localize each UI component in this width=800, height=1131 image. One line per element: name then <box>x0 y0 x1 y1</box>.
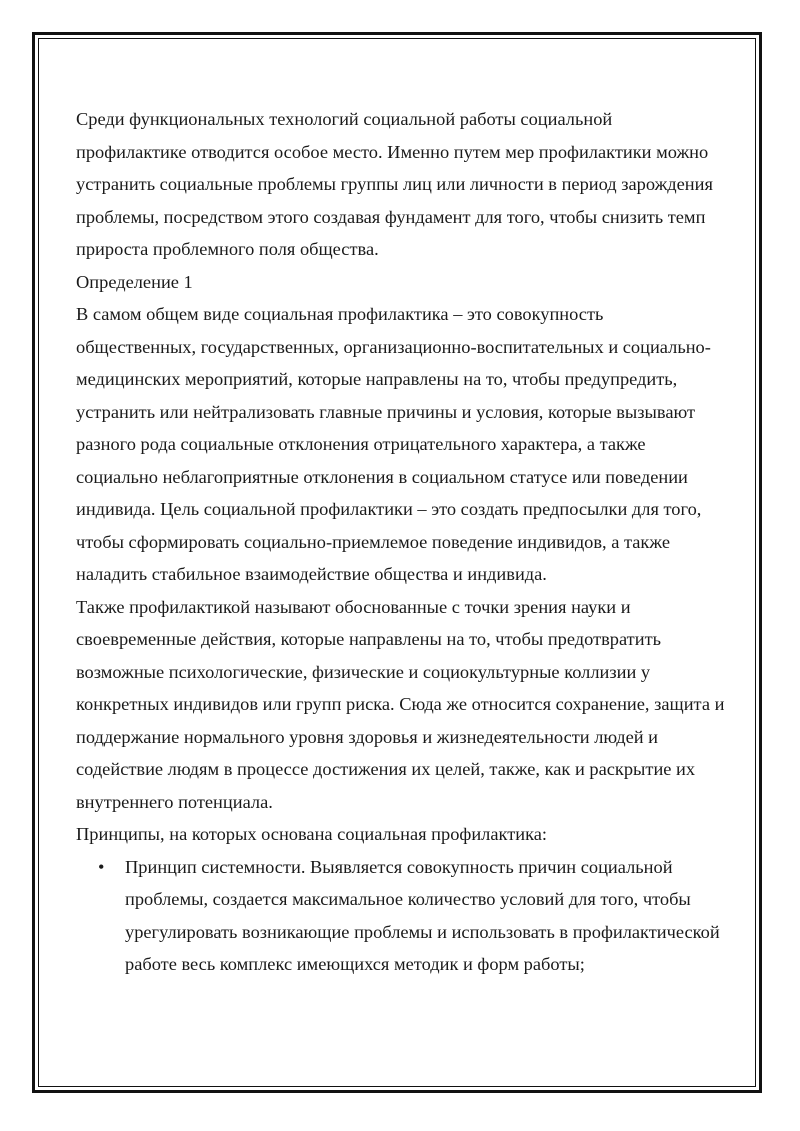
principles-intro: Принципы, на которых основана социальная профилактика: <box>76 824 548 844</box>
document-body <box>76 103 726 981</box>
bullet-icon: • <box>98 856 105 877</box>
definition-heading: Определение 1 <box>76 271 193 292</box>
definition-paragraph: В самом общем виде социальная профилактика – это совокупность общественных, государственных, организационно-воспитательных и социально-медицинских мероприятий, которые направлены на то, чтобы предупредить, устранить или нейтрализовать главные причины и условия, которые вызывают разного рода социальные отклонения отрицательного характера, а также социально неблагоприятные отклонения в социальном статусе или поведении индивида. Цель социальной профилактики – это создать предпосылки для того, чтобы сформировать социально-приемлемое поведение индивидов, а также наладить стабильное взаимодействие общества и индивида. <box>76 304 711 584</box>
principles-list <box>76 851 726 981</box>
intro-paragraph: Среди функциональных технологий социальной работы социальной профилактике отводится особое место. Именно путем мер профилактики можно устранить социальные проблемы группы лиц или личности в период зарождения проблемы, посредством этого создавая фундамент для того, чтобы снизить темп прироста проблемного поля общества. <box>76 109 713 259</box>
list-item <box>76 851 726 981</box>
list-item-text: Принцип системности. Выявляется совокупность причин социальной проблемы, создается максимальное количество условий для того, чтобы урегулировать возникающие проблемы и использовать в профилактической работе весь комплекс имеющихся методик и форм работы; <box>125 856 720 974</box>
prevention-paragraph: Также профилактикой называют обоснованные с точки зрения науки и своевременные действия, которые направлены на то, чтобы предотвратить возможные психологические, физические и социокультурные коллизии у конкретных индивидов или групп риска. Сюда же относится сохранение, защита и поддержание нормального уровня здоровья и жизнедеятельности людей и содействие людям в процессе достижения их целей, также, как и раскрытие их внутреннего потенциала. <box>76 596 725 812</box>
